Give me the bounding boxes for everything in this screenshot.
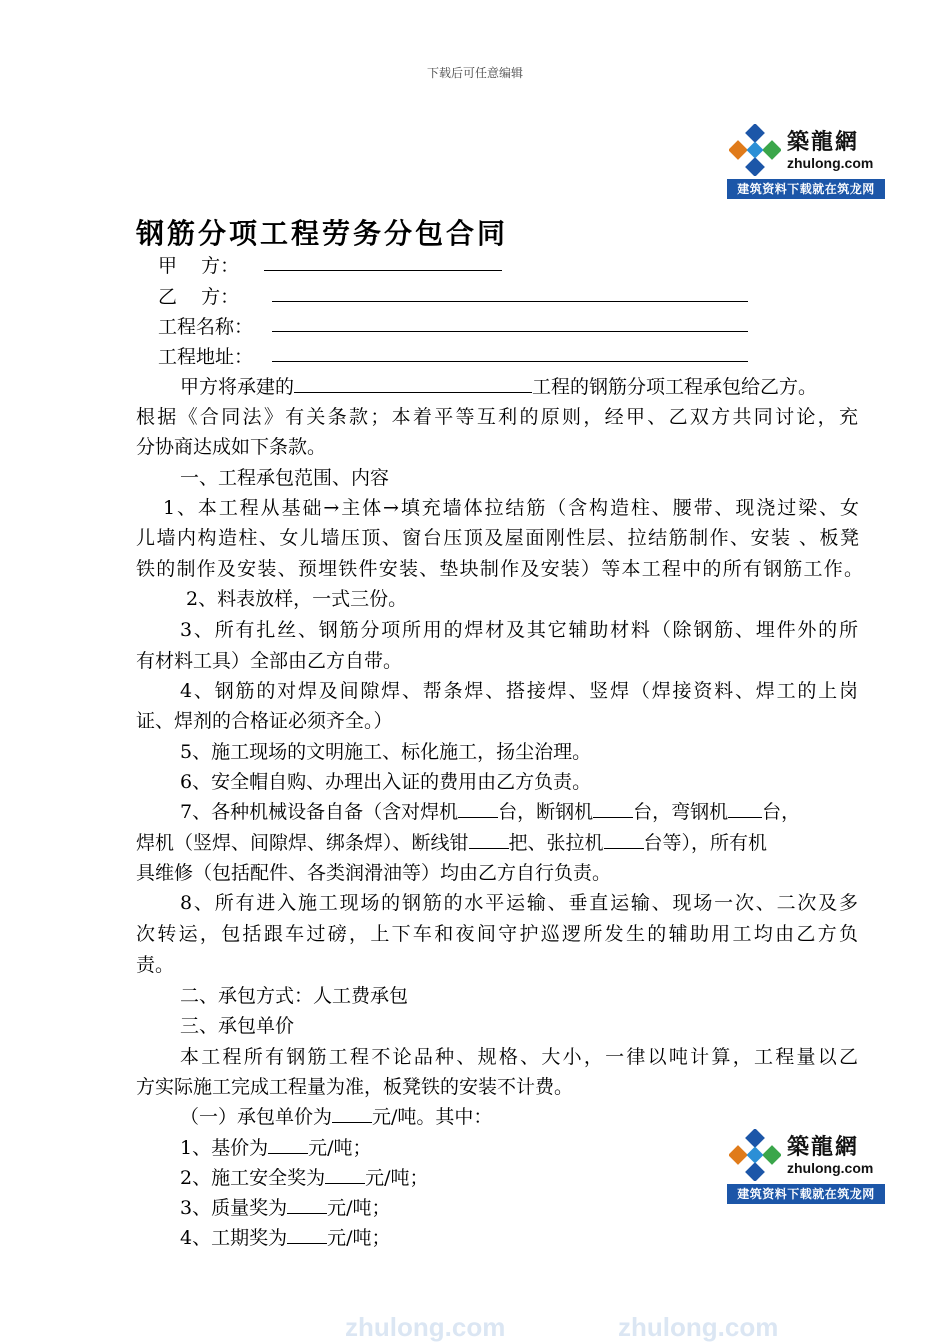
section-2 (180, 981, 408, 1008)
snowflake-logo-icon (729, 124, 781, 176)
s1-item-2: 2、料表放样，一式三份。 (186, 588, 408, 610)
s1-item-1-line-1: 1、本工程从基础→主体→填充墙体拉结筋（含构造柱、腰带、现浇过梁、女 (163, 497, 859, 519)
project-address-blank (272, 361, 748, 362)
logo-cn: 築龍網 (787, 1135, 860, 1160)
blank-wire-cutter-count (469, 832, 509, 849)
s3-item-2: 2、施工安全奖为 元/吨； (180, 1167, 429, 1189)
s1-item-4-line-1: 4、钢筋的对焊及间隙焊、帮条焊、搭接焊、竖焊（焊接资料、焊工的上岗 (180, 680, 858, 702)
s3-item-4: 4、工期奖为 元/吨； (180, 1227, 391, 1249)
project-address-label: 工程地址： (158, 346, 254, 368)
s3-item-1: 1、基价为 元/吨； (180, 1137, 372, 1159)
section-2-text: 人工费承包 (313, 985, 409, 1007)
intro-project-blank (294, 376, 532, 393)
section-3-heading: 三、承包单价 (180, 1015, 295, 1037)
s1-item-8-line-3: 责。 (136, 954, 175, 976)
blank-cutter-count (593, 801, 633, 818)
blank-tensioner-count (604, 832, 644, 849)
watermark-1: zhulong.com (345, 1312, 506, 1342)
s1-item-3-line-1: 3、所有扎丝、钢筋分项所用的焊材及其它辅助材料（除钢筋、埋件外的所 (180, 619, 858, 641)
s1-item-1-line-3: 铁的制作及安装、预埋铁件安装、垫块制作及安装）等本工程中的所有钢筋工作。 (136, 558, 863, 580)
intro-line-1: 甲方将承建的 工程的钢筋分项工程承包给乙方。 (180, 376, 818, 398)
intro-line-2: 根据《合同法》有关条款；本着平等互利的原则，经甲、乙双方共同讨论，充 (136, 406, 858, 428)
s1-item-7-line-2: 焊机（竖焊、间隙焊、绑条焊）、断线钳 把、张拉机 台等），所有机 (136, 832, 768, 854)
logo-banner: 建筑资料下载就在筑龙网 (727, 1184, 885, 1204)
blank-base-price (268, 1137, 308, 1154)
zhulong-logo-top (727, 121, 885, 199)
watermark-2: zhulong.com (618, 1312, 779, 1342)
project-name-label: 工程名称： (158, 316, 254, 338)
section-1-heading: 一、工程承包范围、内容 (180, 467, 390, 489)
logo-en: zhulong.com (787, 155, 874, 171)
logo-banner: 建筑资料下载就在筑龙网 (727, 179, 885, 199)
s1-item-7-line-1: 7、各种机械设备自备（含对焊机 台，断钢机 台，弯钢机 台， (180, 801, 801, 823)
logo-en: zhulong.com (787, 1160, 874, 1176)
document-title: 钢筋分项工程劳务分包合同 (136, 217, 509, 250)
party-a-blank (264, 270, 502, 271)
blank-safety-bonus (325, 1167, 365, 1184)
project-name-blank (272, 331, 748, 332)
snowflake-logo-icon (729, 1129, 781, 1181)
header-note: 下载后可任意编辑 (426, 66, 523, 80)
section-2-heading: 二、承包方式： (180, 985, 314, 1007)
blank-welder-count (458, 801, 498, 818)
s1-item-5: 5、施工现场的文明施工、标化施工，扬尘治理。 (180, 741, 592, 763)
logo-cn: 築龍網 (787, 130, 860, 155)
s3-sub-1: （一）承包单价为 元/吨。其中： (180, 1106, 493, 1128)
s1-item-8-line-2: 次转运，包括跟车过磅，上下车和夜间守护巡逻所发生的辅助用工均由乙方负 (136, 923, 858, 945)
blank-quality-bonus (287, 1197, 327, 1214)
s1-item-3-line-2: 有材料工具）全部由乙方自带。 (136, 650, 403, 672)
party-b-blank (272, 301, 748, 302)
s1-item-4-line-2: 证、焊剂的合格证必须齐全。） (136, 710, 393, 732)
blank-schedule-bonus (287, 1227, 327, 1244)
party-b-label: 乙 方： (158, 286, 240, 308)
zhulong-logo-bottom (727, 1126, 885, 1204)
s3-item-3: 3、质量奖为 元/吨； (180, 1197, 391, 1219)
s1-item-8-line-1: 8、所有进入施工现场的钢筋的水平运输、垂直运输、现场一次、二次及多 (180, 892, 858, 914)
s3-para-line-2: 方实际施工完成工程量为准，板凳铁的安装不计费。 (136, 1076, 574, 1098)
blank-unit-price (332, 1106, 372, 1123)
s1-item-7-line-3: 具维修（包括配件、各类润滑油等）均由乙方自行负责。 (136, 862, 612, 884)
s1-item-1-line-2: 儿墙内构造柱、女儿墙压顶、窗台压顶及屋面刚性层、拉结筋制作、安装 、板凳 (136, 527, 859, 549)
intro-line-3: 分协商达成如下条款。 (136, 436, 327, 458)
party-a-label: 甲 方： (158, 255, 240, 277)
s1-item-6: 6、安全帽自购、办理出入证的费用由乙方负责。 (180, 771, 592, 793)
s3-para-line-1: 本工程所有钢筋工程不论品种、规格、大小，一律以吨计算，工程量以乙 (180, 1046, 858, 1068)
blank-bender-count (728, 801, 762, 818)
